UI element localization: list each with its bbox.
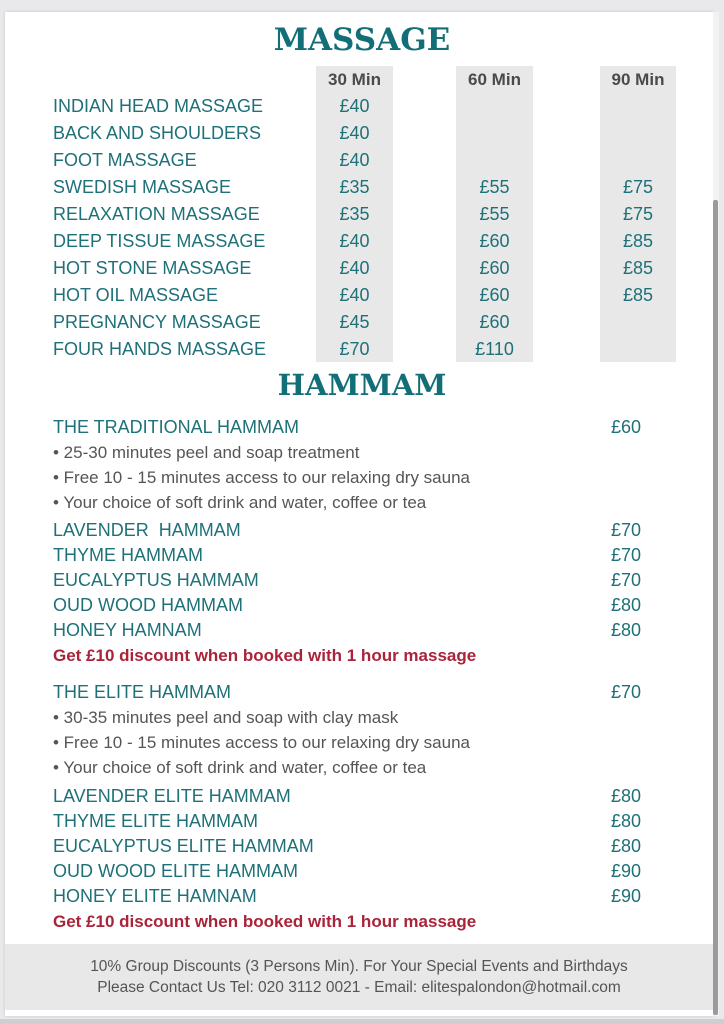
massage-item-name: SWEDISH MASSAGE [53, 177, 232, 197]
massage-item-name: RELAXATION MASSAGE [53, 204, 260, 224]
massage-price-30min: £35 [339, 177, 370, 197]
massage-price-30min: £45 [339, 312, 370, 332]
contact-text: Please Contact Us Tel: 020 3112 0021 - Email: elitespalondon@hotmail.com [97, 979, 621, 996]
hammam-heading: HAMMAM [277, 368, 447, 402]
massage-price-30min: £40 [339, 96, 370, 116]
massage-price-90min: £75 [622, 204, 654, 224]
elite-variant-price: £90 [610, 861, 642, 881]
massage-item-name: HOT STONE MASSAGE [53, 258, 252, 278]
footer-contact-band [5, 944, 713, 1010]
massage-price-60min: £60 [479, 285, 510, 305]
elite-bullet: • 30-35 minutes peel and soap with clay mask [53, 708, 399, 727]
traditional-hammam-price: £60 [610, 417, 642, 437]
massage-price-60min: £60 [479, 312, 510, 332]
elite-hammam-price: £70 [610, 682, 642, 702]
massage-price-30min: £40 [339, 285, 370, 305]
hammam-variant-name: OUD WOOD HAMMAM [53, 595, 243, 615]
massage-item-name: HOT OIL MASSAGE [53, 285, 219, 305]
massage-price-90min: £85 [622, 285, 654, 305]
elite-variant-name: THYME ELITE HAMMAM [53, 811, 259, 831]
elite-variant-price: £90 [610, 886, 642, 906]
massage-price-30min: £70 [339, 339, 370, 359]
hammam-variant-price: £70 [610, 520, 642, 540]
window-bottom-edge [0, 1019, 724, 1024]
elite-variant-price: £80 [610, 786, 642, 806]
elite-variant-price: £80 [610, 836, 642, 856]
group-discount-text: 10% Group Discounts (3 Persons Min). For Your Special Events and Birthdays [90, 958, 628, 975]
massage-price-30min: £40 [339, 123, 370, 143]
traditional-bullet: • Free 10 - 15 minutes access to our relaxing dry sauna [53, 468, 470, 487]
massage-item-name: FOUR HANDS MASSAGE [53, 339, 267, 359]
traditional-promo-text: Get £10 discount when booked with 1 hour massage [53, 646, 477, 665]
hammam-variant-name: THYME HAMMAM [53, 545, 203, 565]
massage-price-60min: £60 [479, 258, 510, 278]
massage-item-name: FOOT MASSAGE [53, 150, 197, 170]
traditional-bullet: • Your choice of soft drink and water, coffee or tea [53, 493, 427, 512]
elite-hammam-name: THE ELITE HAMMAM [53, 682, 232, 702]
massage-price-60min: £110 [475, 339, 514, 359]
hammam-variant-price: £80 [610, 595, 642, 615]
massage-price-60min: £55 [479, 204, 510, 224]
traditional-hammam-name: THE TRADITIONAL HAMMAM [53, 417, 300, 437]
massage-price-60min: £55 [479, 177, 510, 197]
elite-bullet: • Free 10 - 15 minutes access to our relaxing dry sauna [53, 733, 470, 752]
elite-variant-name: EUCALYPTUS ELITE HAMMAM [53, 836, 314, 856]
elite-variant-name: LAVENDER ELITE HAMMAM [53, 786, 291, 806]
hammam-variant-price: £70 [610, 570, 642, 590]
massage-price-30min: £35 [339, 204, 370, 224]
massage-price-90min: £85 [622, 231, 654, 251]
elite-promo-text: Get £10 discount when booked with 1 hour massage [53, 912, 477, 931]
hammam-variant-name: LAVENDER HAMMAM [53, 520, 241, 540]
column-header-30min: 30 Min [328, 70, 381, 89]
elite-bullet: • Your choice of soft drink and water, coffee or tea [53, 758, 427, 777]
hammam-variant-price: £80 [610, 620, 642, 640]
massage-price-60min: £60 [479, 231, 510, 251]
massage-price-90min: £75 [622, 177, 654, 197]
massage-heading: MASSAGE [273, 22, 451, 58]
traditional-bullet: • 25-30 minutes peel and soap treatment [53, 443, 360, 462]
massage-price-90min: £85 [622, 258, 654, 278]
massage-price-30min: £40 [339, 231, 370, 251]
hammam-variant-price: £70 [610, 545, 642, 565]
massage-item-name: INDIAN HEAD MASSAGE [53, 96, 264, 116]
elite-variant-name: HONEY ELITE HAMNAM [53, 886, 257, 906]
elite-variant-price: £80 [610, 811, 642, 831]
column-header-90min: 90 Min [611, 70, 665, 89]
hammam-variant-name: HONEY HAMNAM [53, 620, 202, 640]
massage-price-30min: £40 [339, 150, 370, 170]
massage-item-name: BACK AND SHOULDERS [53, 123, 262, 143]
scrollbar-thumb[interactable] [713, 200, 718, 1015]
massage-item-name: DEEP TISSUE MASSAGE [53, 231, 266, 251]
massage-price-30min: £40 [339, 258, 370, 278]
massage-item-name: PREGNANCY MASSAGE [53, 312, 261, 332]
elite-variant-name: OUD WOOD ELITE HAMMAM [53, 861, 299, 881]
column-header-60min: 60 Min [468, 70, 521, 89]
hammam-variant-name: EUCALYPTUS HAMMAM [53, 570, 259, 590]
